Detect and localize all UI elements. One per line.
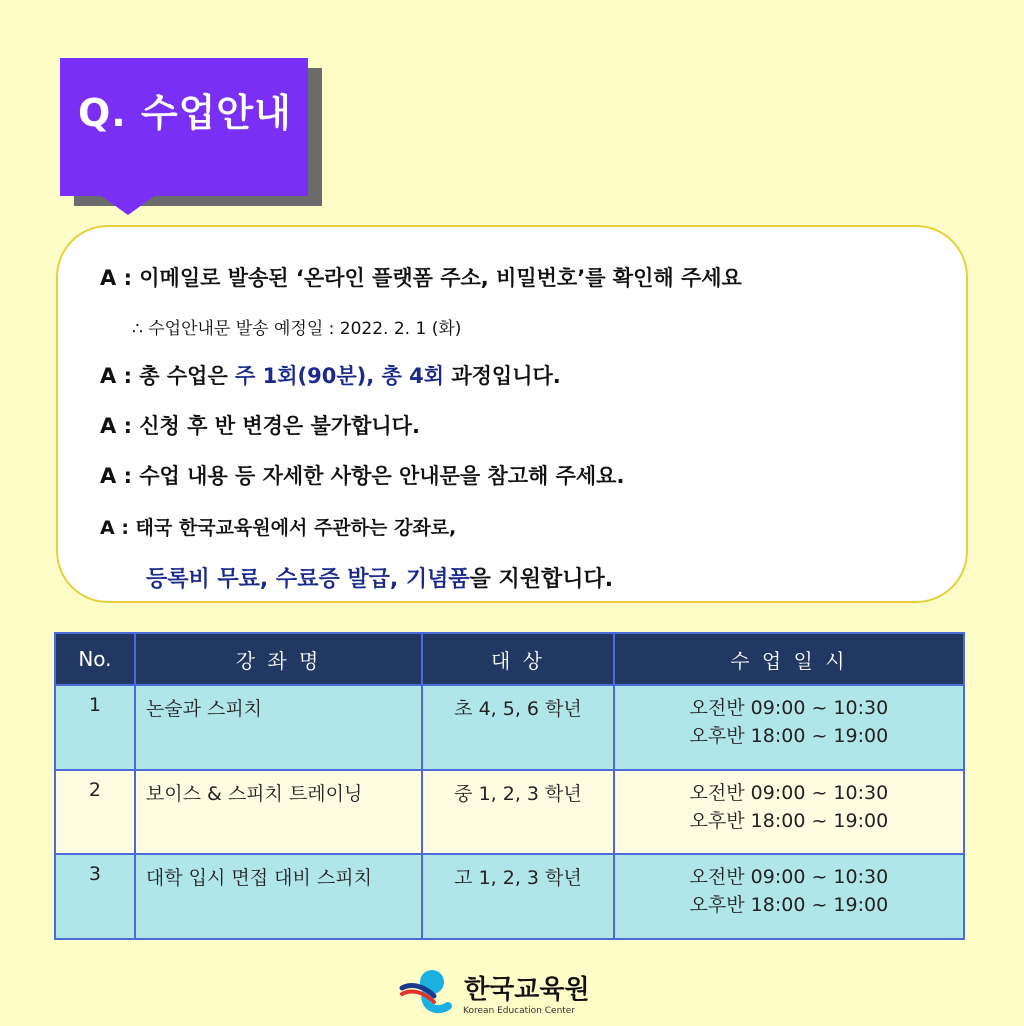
cell-course: 논술과 스피치 bbox=[135, 685, 422, 770]
cell-target: 고 1, 2, 3 학년 bbox=[422, 854, 614, 939]
cell-no: 2 bbox=[55, 770, 135, 855]
table-header-row bbox=[55, 633, 964, 685]
cell-no: 3 bbox=[55, 854, 135, 939]
page-title: Q. 수업안내 bbox=[78, 91, 292, 135]
schedule-afternoon: 오후반 18:00 ~ 19:00 bbox=[689, 894, 889, 917]
table-row bbox=[55, 685, 964, 770]
header-target: 대 상 bbox=[422, 633, 614, 685]
table-row bbox=[55, 770, 964, 855]
header-course: 강 좌 명 bbox=[135, 633, 422, 685]
answer-line-5: A : 태국 한국교육원에서 주관하는 강좌로, bbox=[100, 517, 457, 539]
cell-schedule bbox=[614, 770, 964, 855]
cell-schedule bbox=[614, 854, 964, 939]
course-table bbox=[54, 632, 965, 940]
cell-course: 대학 입시 면접 대비 스피치 bbox=[135, 854, 422, 939]
schedule-afternoon: 오후반 18:00 ~ 19:00 bbox=[689, 725, 889, 747]
table-row bbox=[55, 854, 964, 939]
schedule-afternoon: 오후반 18:00 ~ 19:00 bbox=[689, 809, 889, 832]
answer-line-3: A : 신청 후 반 변경은 불가합니다. bbox=[100, 414, 420, 438]
cell-no: 1 bbox=[55, 685, 135, 770]
answer-line-2 bbox=[100, 360, 561, 390]
course-table-wrapper bbox=[54, 632, 965, 940]
answer-line-2-pre: A : 총 수업은 bbox=[100, 364, 236, 388]
schedule-morning: 오전반 09:00 ~ 10:30 bbox=[689, 866, 889, 889]
answer-line-4: A : 수업 내용 등 자세한 사항은 안내문을 참고해 주세요. bbox=[100, 464, 625, 488]
header-schedule: 수 업 일 시 bbox=[614, 633, 964, 685]
logo-name: 한국교육원 bbox=[464, 975, 590, 1005]
cell-schedule bbox=[614, 685, 964, 770]
answer-note: ∴ 수업안내문 발송 예정일 : 2022. 2. 1 (화) bbox=[132, 319, 462, 339]
cell-course: 보이스 & 스피치 트레이닝 bbox=[135, 770, 422, 855]
header-no: No. bbox=[55, 633, 135, 685]
answer-line-2-highlight: 주 1회(90분), 총 4회 bbox=[235, 364, 445, 388]
cell-target: 중 1, 2, 3 학년 bbox=[422, 770, 614, 855]
answer-line-1: A : 이메일로 발송된 ‘온라인 플랫폼 주소, 비밀번호’를 확인해 주세요 bbox=[100, 266, 742, 290]
answer-line-6 bbox=[146, 562, 613, 593]
logo-mark-icon bbox=[396, 966, 466, 1022]
schedule-morning: 오전반 09:00 ~ 10:30 bbox=[689, 697, 889, 719]
title-box-tail bbox=[100, 195, 156, 215]
answer-line-2-post: 과정입니다. bbox=[444, 364, 561, 388]
answer-line-6-post: 을 지원합니다. bbox=[469, 567, 614, 592]
schedule-morning: 오전반 09:00 ~ 10:30 bbox=[689, 781, 889, 804]
cell-target: 초 4, 5, 6 학년 bbox=[422, 685, 614, 770]
answer-line-6-highlight: 등록비 무료, 수료증 발급, 기념품 bbox=[146, 567, 470, 592]
logo-subtitle: Korean Education Center bbox=[463, 1006, 576, 1016]
